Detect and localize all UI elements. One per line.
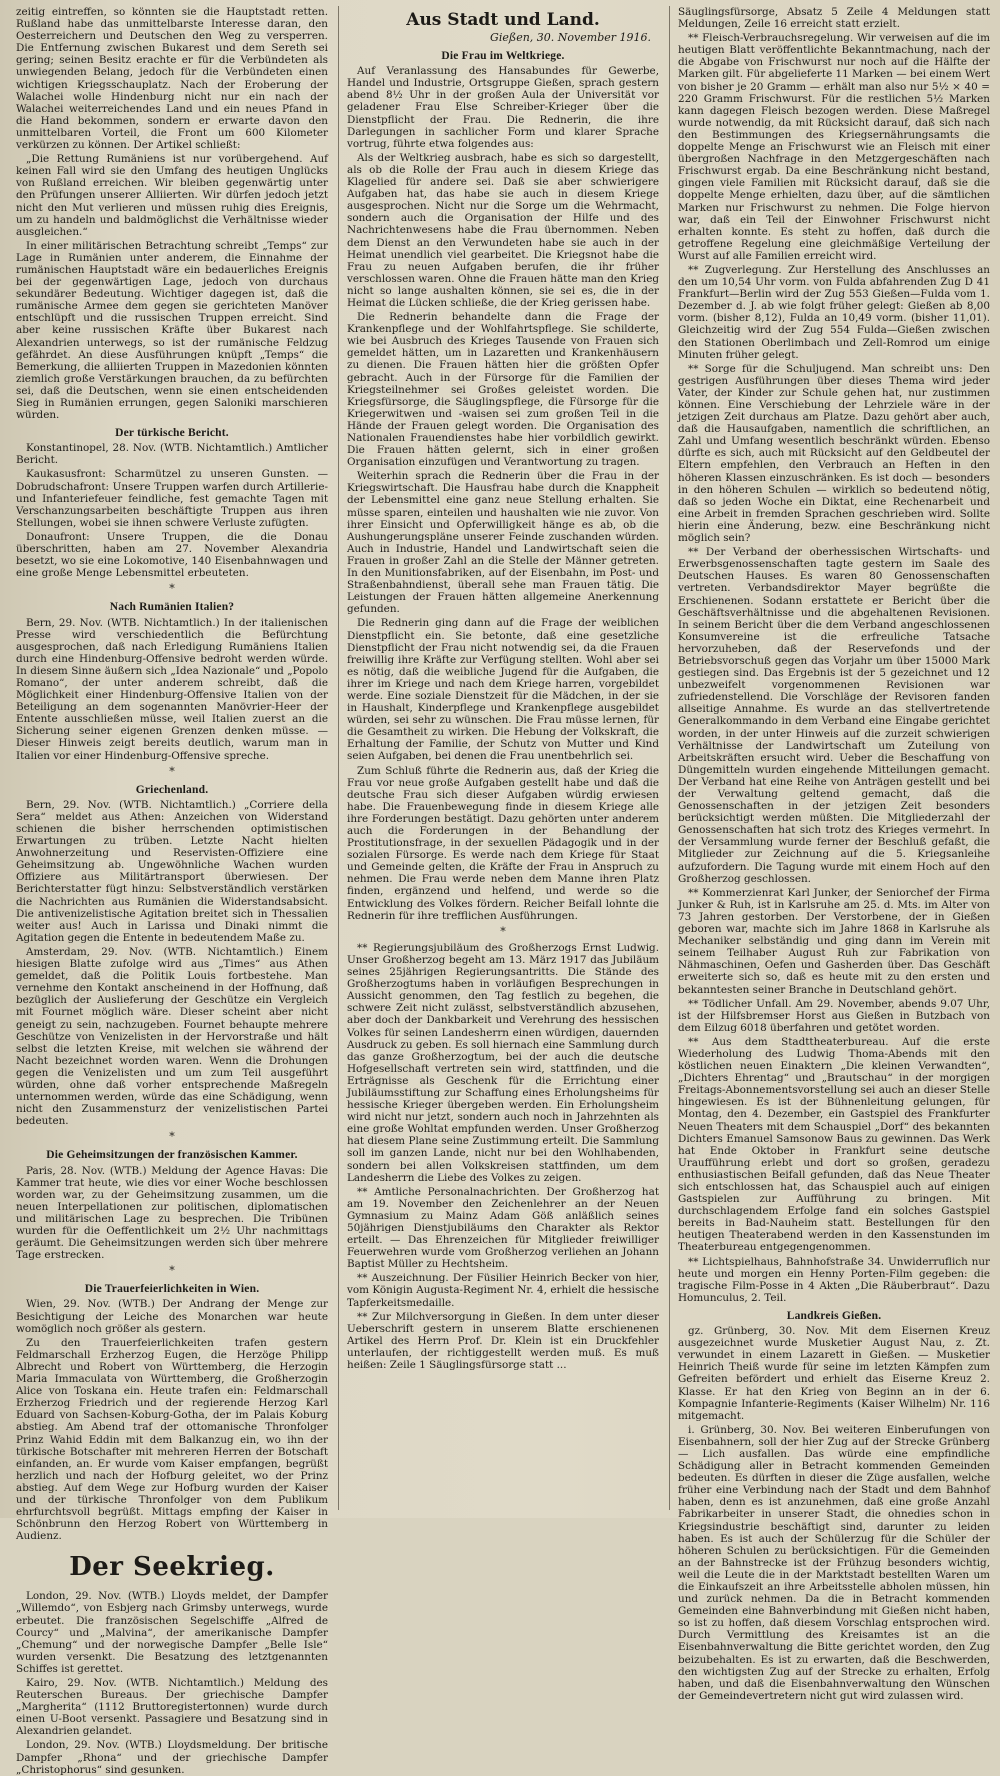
- column-right: [669, 6, 991, 1702]
- article-paragraph: ** Fleisch-Verbrauchsregelung. Wir verweisen auf die im heutigen Blatt veröffentlichte Bekanntmachung, nach der die Abgabe von Frischwurst nur noch auf die Hälfte der Marken gilt. Für abgelieferte 11 Marken — bei einem Wert von bisher je 20 Gramm — erhält man also nur 5½ × 40 = 220 Gramm Frischwurst. Für die restlichen 5½ Marken kann dagegen Fleisch bezogen werden. Diese Maßregel wurde notwendig, da mit Rücksicht darauf, daß sich nach den Bestimmungen des Kriegsernährungsamts die doppelte Menge an Frischwurst wie an Fleisch mit einer übergroßen Nachfrage in den Metzgergeschäften nach Frischwurst ergab. Da eine Beschränkung nicht bestand, gingen viele Familien mit Rücksicht darauf, daß sie die doppelte Menge erhielten, dazu über, auf die sämtlichen Marken nur Frischwurst zu nehmen. Die Folge hiervon war, daß ein Teil der Einwohner Frischwurst nicht erhalten konnte. Es steht zu hoffen, daß durch die getroffene Regelung eine gleichmäßige Verteilung der Wurst auf alle Familien erreicht wird.: [678, 32, 991, 262]
- section-heading: Nach Rumänien Italien?: [109, 601, 235, 614]
- article-paragraph: Konstantinopel, 28. Nov. (WTB. Nichtamtlich.) Amtlicher Bericht.: [16, 442, 328, 467]
- article-paragraph: Bern, 29. Nov. (WTB. Nichtamtlich.) In der italienischen Presse wird verschiedentlich die Befürchtung ausgesprochen, daß nach Erledigung Rumäniens Italien durch eine Hindenburg-Offensive bedroht werden würde. In diesem Sinne äußern sich „Idea Nazionale“ und „Popolo Romano“, der unter anderem schreibt, daß die Möglichkeit einer Hindenburg-Offensive Italien von der Beteiligung an dem sogenannten Manövrier-Heer der Entente ausschließen müsse, weil Italien zuerst an die Sicherung seiner eigenen Grenzen denken müsse. — Dieser Hinweis zeigt bereits deutlich, warum man in Italien vor einer Hindenburg-Offensive spreche.: [16, 616, 328, 762]
- dateline: Gießen, 30. November 1916.: [490, 31, 651, 44]
- article-paragraph: Donaufront: Unsere Truppen, die die Donau überschritten, haben am 27. November Alexandria besetzt, wo sie eine Lokomotive, 140 Eisenbahnwagen und eine große Menge Lebensmittel erbeuteten.: [16, 530, 328, 580]
- article-paragraph: Wien, 29. Nov. (WTB.) Der Andrang der Menge zur Besichtigung der Leiche des Monarchen war heute womöglich noch größer als gestern.: [16, 1298, 328, 1335]
- separator-star: *: [169, 582, 175, 596]
- section-heading: Griechenland.: [135, 783, 209, 796]
- article-paragraph: Auf Veranlassung des Hansabundes für Gewerbe, Handel und Industrie, Ortsgruppe Gießen, sprach gestern abend 8½ Uhr in der großen Aula der Universität vor geladener Frau Else Schreiber-Krieger über die Dienstpflicht der Frau. Die Rednerin, die ihre Darlegungen in sachlicher Form und klarer Sprache vortrug, führte etwa folgendes aus:: [347, 65, 659, 150]
- article-paragraph: Amsterdam, 29. Nov. (WTB. Nichtamtlich.) Einem hiesigen Blatte zufolge wird aus „Times“ aus Athen gemeldet, daß die Politik Louis fortbestehe. Man vernehme den Kontakt anscheinend in der Hoffnung, daß bezüglich der Auslieferung der Geschütze ein Vergleich mit Fournet möglich wäre. Dieser scheint aber nicht geneigt zu sein, nachzugeben. Fournet behaupte mehrere Geschütze von Venizelisten in der Hervorstraße und hält selbst die letzten Kreise, mit welchen sie während der Nacht bezeichnet worden waren. Wenn die Drohungen gegen die Venizelisten und um zum Teil ausgeführt würden, ohne daß vorher entsprechende Maßregeln unternommen werden, würde das eine Schädigung, wenn nicht den Zusammensturz der venizelistischen Partei bedeuten.: [16, 945, 328, 1128]
- article-paragraph: ** Auszeichnung. Der Füsilier Heinrich Becker von hier, vom Königin Augusta-Regiment Nr. 4, erhielt die hessische Tapferkeitsmedaille.: [347, 1272, 659, 1309]
- column-left: [16, 6, 328, 1776]
- article-paragraph: ** Zugverlegung. Zur Herstellung des Anschlusses an den um 10,54 Uhr vorm. von Fulda abfahrenden Zug D 41 Frankfurt—Berlin wird der Zug 553 Gießen—Fulda vom 1. Dezember d. J. ab wie folgt früher gelegt: Gießen ab 8,00 vorm. (bisher 8,12), Fulda an 10,49 vorm. (bisher 11,01). Gleichzeitig wird der Zug 554 Fulda—Gießen zwischen den Stationen Oberlimbach und Zell-Romrod um einige Minuten früher gelegt.: [678, 263, 990, 361]
- article-paragraph: ** Regierungsjubiläum des Großherzogs Ernst Ludwig. Unser Großherzog begeht am 13. März 1917 das Jubiläum seines 25jährigen Regierungsantritts. Die Stände des Großherzogtums haben in vorläufigen Besprechungen in Aussicht genommen, den Tag festlich zu begehen, die schwere Zeit nicht zulässt, selbstverständlich abzusehen, aber doch der Dankbarkeit und Verehrung des hessischen Volkes für seinen Landesherrn einen würdigen, dauernden Ausdruck zu geben. Es soll hiernach eine Sammlung durch das ganze Großherzogtum, bei der auch die deutsche Hofgesellschaft vertreten sein wird, stattfinden, und die Erträgnisse als Geschenk für die Errichtung einer Jubiläumsstiftung zur Schaffung eines Erholungsheims für hessische Krieger übergeben werden. Ein Erholungsheim wird nicht nur jetzt, sondern auch noch in Jahrzehnten als eine große Wohltat empfunden werden. Unser Großherzog hat diesem Plane seine Zustimmung erteilt. Die Sammlung soll im ganzen Lande, nicht nur bei den Wohlhabenden, sondern bei allen Volkskreisen stattfinden, um dem Landesherrn die Liebe des Volkes zu zeigen.: [347, 941, 659, 1184]
- article-paragraph: Die Rednerin ging dann auf die Frage der weiblichen Dienstpflicht ein. Sie betonte, daß eine gesetzliche Dienstpflicht der Frau nicht notwendig sei, da die Frauen freiwillig ihre Kräfte zur Verfügung stellten. Wohl aber sei es nötig, daß die weibliche Jugend für die Aufgaben, die ihrer im Kriege und nach dem Kriege harren, vorgebildet werde. Eine soziale Dienstzeit für die Mädchen, in der sie in Haushalt, Kinderpflege und Krankenpflege ausgebildet würden, sei sehr zu wünschen. Die Frau müsse lernen, für die Gesamtheit zu wirken. Die Hebung der Volkskraft, die Erhaltung der Familie, der Schutz von Mutter und Kind seien Aufgaben, bei denen die Frau unentbehrlich sei.: [347, 617, 659, 763]
- section-heading: Der türkische Bericht.: [115, 427, 229, 440]
- section-heading: Die Geheimsitzungen der französischen Kammer.: [46, 1149, 298, 1162]
- article-paragraph: gz. Grünberg, 30. Nov. Mit dem Eisernen Kreuz ausgezeichnet wurde Musketier August Nau, z. Zt. verwundet in einem Lazarett in Gießen. — Musketier Heinrich Theiß wurde für seine im letzten Kämpfen zum Gefreiten befördert und erhielt das Eiserne Kreuz 2. Klasse. Er hat den Krieg von Beginn an in der 6. Kompagnie Infanterie-Regiments (Kaiser Wilhelm) Nr. 116 mitgemacht.: [678, 1325, 990, 1422]
- article-paragraph: ** Aus dem Stadttheaterbureau. Auf die erste Wiederholung des Ludwig Thoma-Abends mit den köstlichen neuen Einaktern „Die kleinen Verwandten“, „Dichters Ehrentag“ und „Brautschau“ in der morgigen Freitags-Abonnementsvorstellung sei auch an dieser Stelle hingewiesen. Es ist der Bühnenleitung gelungen, für Montag, den 4. Dezember, ein Gastspiel des Frankfurter Neuen Theaters mit dem Schauspiel „Dorf“ des bekannten Dichters Emanuel Samsonow Baus zu gewinnen. Das Werk hat Ende Oktober in Frankfurt seine deutsche Uraufführung erlebt und dort so großen, geradezu enthusiastischen Beifall gefunden, daß das Neue Theater sich entschlossen hat, das Schauspiel auch auf einigen Gastspielen zur Aufführung zu bringen. Mit durchschlagendem Erfolge fand ein solches Gastspiel bereits in Bad-Nauheim statt. Bestellungen für den heutigen Theaterabend werden in den Kassenstunden im Theaterbureau entgegengenommen.: [678, 1035, 990, 1254]
- section-heading: Landkreis Gießen.: [786, 1309, 882, 1322]
- separator-star: *: [169, 1130, 175, 1144]
- article-paragraph: Kaukasusfront: Scharmützel zu unseren Gunsten. — Dobrudschafront: Unsere Truppen warfen durch Artillerie- und Infanteriefeuer feindliche, fest gemachte Tagen mit Verschanzungsarbeiten beschäftigte Truppen aus ihren Stellungen, wobei sie ihnen schwere Verluste zufügten.: [16, 468, 328, 529]
- article-paragraph: ** Lichtspielhaus, Bahnhofstraße 34. Unwiderruflich nur heute und morgen ein Henny Porten-Film gegeben: die tragische Film-Posse in 4 Akten „Die Räuberbraut“. Dazu Homunculus, 2. Teil.: [678, 1255, 990, 1304]
- article-paragraph: Paris, 28. Nov. (WTB.) Meldung der Agence Havas: Die Kammer trat heute, wie dies vor einer Woche beschlossen worden war, zu der Geheimsitzung zusammen, um die neuen Interpellationen zur politischen, diplomatischen und militärischen Lage zu besprechen. Die Tribünen wurden für die Oeffentlichkeit um 2½ Uhr nachmittags geräumt. Die Geheimsitzungen werden sich über mehrere Tage erstrecken.: [16, 1164, 328, 1262]
- article-paragraph: Kairo, 29. Nov. (WTB. Nichtamtlich.) Meldung des Reuterschen Bureaus. Der griechische Dampfer „Margherita“ (1112 Bruttoregistertonnen) wurde durch einen U-Boot versenkt. Passagiere und Besatzung sind in Alexandrien gelandet.: [16, 1677, 328, 1738]
- major-heading: Der Seekrieg.: [69, 1552, 275, 1583]
- article-paragraph: ** Tödlicher Unfall. Am 29. November, abends 9.07 Uhr, ist der Hilfsbremser Horst aus Gießen in Butzbach von dem Eilzug 6018 überfahren und getötet worden.: [678, 997, 990, 1034]
- separator-star: *: [169, 1264, 175, 1278]
- article-paragraph: ** Zur Milchversorgung in Gießen. In dem unter dieser Ueberschrift gestern in unserem Blatte erschienenen Artikel des Herrn Prof. Dr. Klein ist ein Druckfehler unterlaufen, der richtiggestellt werden muß. Es muß heißen: Zeile 1 Säuglingsfürsorge statt ...: [347, 1310, 659, 1372]
- separator-star: *: [169, 764, 175, 778]
- article-paragraph: Weiterhin sprach die Rednerin über die Frau in der Kriegswirtschaft. Die Hausfrau habe durch die Knappheit der Lebensmittel eine ganz neue Stellung erhalten. Sie müsse sparen, einteilen und haushalten wie nie zuvor. Von ihrer Einsicht und Opferwilligkeit hänge es ab, ob die Aushungerungspläne unserer Feinde zuschanden würden. Auch in Industrie, Handel und Landwirtschaft seien die Frauen in großer Zahl an die Stelle der Männer getreten. In den Munitionsfabriken, auf der Eisenbahn, im Post- und Straßenbahndienst, überall sehe man Frauen tätig. Die Leistungen der Frauen hätten allgemeine Anerkennung gefunden.: [347, 470, 659, 616]
- section-masthead: Aus Stadt und Land.: [406, 10, 600, 30]
- article-paragraph: i. Grünberg, 30. Nov. Bei weiteren Einberufungen von Eisenbahnern, soll der hier Zug auf der Strecke Grünberg — Lich ausfallen. Das würde eine empfindliche Schädigung aller in Betracht kommenden Gemeinden bedeuten. Es dürften in dieser die Züge ausfallen, welche früher eine Verbindung nach der Stadt und dem Bahnhof haben, denn es ist anzunehmen, daß eine große Anzahl Fabrikarbeiter in unserer Stadt, die ohnedies schon in Kriegsindustrie beschäftigt sind, darunter zu leiden haben. Es ist auch der Schülerzug für die Schüler der höheren Schulen zu berücksichtigen. Für die Gemeinden an der Bahnstrecke ist der Frühzug besonders wichtig, weil die Leute die in der Marktstadt bestellten Waren um die Einkaufszeit an ihre Arbeitsstelle abholen müssen, hin und zurück nehmen. Da die in Betracht kommenden Gemeinden eine Bahnverbindung mit Gießen nicht haben, so ist zu hoffen, daß diesem Vorschlag entsprochen wird. Durch Vermittlung des Kreisamtes ist an die Eisenbahnverwaltung die Bitte gerichtet worden, den Zug beizubehalten. Es ist zu erwarten, daß die Beschwerden, den wichtigsten Zug auf der Strecke zu erhalten, Erfolg haben, und daß die Eisenbahnverwaltung den Wünschen der Gemeindevertretern nicht gut wird zulassen wird.: [678, 1423, 990, 1702]
- section-heading: Die Frau im Weltkriege.: [441, 50, 565, 63]
- article-paragraph: zeitig eintreffen, so könnten sie die Hauptstadt retten. Rußland habe das unmittelbarste Interesse daran, den Oesterreichern und Deutschen den Weg zu versperren. Die Entfernung zwischen Bukarest und dem Sereth sei gering; seinen Besitz erachte er für die Verbündeten als unwiegenden Belang, jedoch für die Verbündeten einen wichtigen Kriegsschauplatz. Nach der Eroberung der Walachei wolle Hindenburg nicht nur ein nach der Walachei weiterreichendes Land und ein neues Pfand in die Hand bekommen, sondern er erwarte davon den unmittelbaren Vorteil, die Front um 600 Kilometer verkürzen zu können. Der Artikel schließt:: [16, 6, 328, 152]
- article-paragraph: „Die Rettung Rumäniens ist nur vorübergehend. Auf keinen Fall wird sie den Umfang des heutigen Unglücks von Rußland erreichen. Wir bleiben gegenwärtig unter den Prüfungen unserer Alliierten. Wir dürfen jedoch jetzt nicht den Mut verlieren und müssen ruhig dies Ereignis, um zu handeln und baldmöglichst die Verhältnisse wieder ausgleichen.“: [16, 153, 328, 238]
- article-paragraph: Zum Schluß führte die Rednerin aus, daß der Krieg die Frau vor neue große Aufgaben gestellt habe und daß die deutsche Frau sich dieser Aufgaben würdig erwiesen habe. Die Frauenbewegung finde in diesem Kriege alle ihre Forderungen bestätigt. Dazu gehörten unter anderem auch die Forderungen in der Behandlung der Prostitutionsfrage, in der sexuellen Pädagogik und in der sozialen Fürsorge. Es werde nach dem Kriege für Staat und Gemeinde gelten, die Kräfte der Frau in Anspruch zu nehmen. Die Frau werde neben dem Manne ihren Platz finden, ergänzend und helfend, und werde so die Entwicklung des Volkes fördern. Reicher Beifall lohnte die Rednerin für ihre trefflichen Ausführungen.: [347, 764, 659, 922]
- article-paragraph: In einer militärischen Betrachtung schreibt „Temps“ zur Lage in Rumänien unter anderem, die Einnahme der rumänischen Hauptstadt wäre ein bedauerliches Ereignis bei der gegenwärtigen Lage, jedoch von durchaus sekundärer Bedeutung. Wichtiger dagegen ist, daß die rumänische Armee dem gegen sie gerichteten Manöver entschlüpft und die russischen Truppen erreicht. Sind aber keine russischen Kräfte über Bukarest nach Alexandrien unterwegs, so ist der rumänische Feldzug gefährdet. An diese Ausführungen knüpft „Temps“ die Bemerkung, die alliierten Truppen in Mazedonien könnten ziemlich große Verstärkungen brauchen, da zu befürchten sei, daß die Deutschen, wenn sie einen entscheidenden Sieg in Rumänien errungen, gegen Saloniki marschieren würden.: [16, 239, 328, 422]
- separator-star: *: [500, 924, 506, 938]
- article-paragraph: London, 29. Nov. (WTB.) Lloydsmeldung. Der britische Dampfer „Rhona“ und der griechische Dampfer „Christophorus“ sind gesunken.: [16, 1739, 328, 1776]
- article-paragraph: Säuglingsfürsorge, Absatz 5 Zeile 4 Meldungen statt Meldungen, Zeile 16 erreicht statt erzielt.: [678, 6, 990, 31]
- article-paragraph: ** Kommerzienrat Karl Junker, der Seniorchef der Firma Junker & Ruh, ist in Karlsruhe am 25. d. Mts. im Alter von 73 Jahren gestorben. Der Verstorbene, der in Gießen geboren war, machte sich im Jahre 1868 in Karlsruhe als Mechaniker selbständig und ging dann im Verein mit seinem Teilhaber August Ruh zur Fabrikation von Nähmaschinen, Oefen und Gasherden über. Das Geschäft erweiterte sich so, daß es heute mit zu den ersten und bekanntesten seiner Branche in Deutschland gehört.: [678, 886, 990, 996]
- article-paragraph: Zu den Trauerfeierlichkeiten trafen gestern Feldmarschall Erzherzog Eugen, die Herzöge Philipp Albrecht und Robert von Württemberg, die Herzogin Maria Immaculata von Württemberg, die Großherzogin Alice von Toskana ein. Heute trafen ein: Feldmarschall Erzherzog Friedrich und der regierende Herzog Karl Eduard von Sachsen-Koburg-Gotha, der im Palais Koburg abstieg. Am Abend traf der ottomanische Thronfolger Prinz Wahid Eddin mit dem Balkanzug ein, wo ihn der türkische Botschafter mit mehreren Herren der Botschaft einfanden, an. Er wurde vom Kaiser empfangen, begrüßt herzlich und nach der Hofburg geleitet, wo der Prinz abstieg. Auf dem Wege zur Hofburg wurden der Kaiser und der türkische Thronfolger von dem Publikum ehrfurchtsvoll begrüßt. Mittags empfing der Kaiser in Schönbrunn den Herzog Robert von Württemberg in Audienz.: [16, 1336, 328, 1543]
- column-middle: [338, 6, 659, 1510]
- article-paragraph: ** Der Verband der oberhessischen Wirtschafts- und Erwerbsgenossenschaften tagte gestern im Saale des Deutschen Hauses. Es waren 80 Genossenschaften vertreten. Verbandsdirektor Mayer begrüßte die Erschienenen. Sodann erstattete er Bericht über die Geschäftsverhältnisse und die abgehaltenen Revisionen. In seinem Bericht über die dem Verband angeschlossenen Konsumvereine ist die erfreuliche Tatsache hervorzuheben, daß der Reservefonds und der Betriebsvorschuß gegen das Vorjahr um über 15000 Mark gestiegen sind. Das Ergebnis ist der 5 gezeichnet und 12 unbezweifelt vorgenommenen Revisionen war zufriedenstellend. Die Vorschläge der Revisoren fanden allseitige Annahme. Es wurde an das stellvertretende Generalkommando in dem Verband eine Eingabe gerichtet worden, in der unter Hinweis auf die zurzeit schwierigen Verhältnisse der Landwirtschaft um Zuteilung von Arbeitskräften ersucht wird. Ueber die Beschaffung von Düngemitteln wurden eingehende Mitteilungen gemacht. Der Verband hat eine Reihe von Anträgen gestellt und bei der Verwaltung geltend gemacht, daß die Genossenschaften in der jetzigen Zeit besonders berücksichtigt werden müßten. Die Mitgliederzahl der Genossenschaften hat sich trotz des Krieges vermehrt. In der Versammlung wurde ferner der Beschluß gefaßt, die Mitglieder zur Zeichnung auf die 5. Kriegsanleihe aufzufordern. Die Tagung wurde mit einem Hoch auf den Großherzog geschlossen.: [678, 546, 990, 885]
- article-paragraph: Die Rednerin behandelte dann die Frage der Krankenpflege und der Wohlfahrtspflege. Sie schilderte, wie bei Ausbruch des Krieges Tausende von Frauen sich gemeldet hätten, um in Lazaretten und Krankenhäusern zu dienen. Die Frauen hätten hier die größten Opfer gebracht. Auch in der Fürsorge für die Familien der Kriegsteilnehmer sei Großes geleistet worden. Die Kriegsfürsorge, die Säuglingspflege, die Fürsorge für die Kriegerwitwen und -waisen sei zum großen Teil in die Hände der Frauen gelegt worden. Die Organisation des Nationalen Frauendienstes habe hier vorbildlich gewirkt. Die Frauen hätten gelernt, sich in einer großen Organisation einzufügen und Verantwortung zu tragen.: [347, 311, 659, 469]
- article-paragraph: Als der Weltkrieg ausbrach, habe es sich so dargestellt, als ob die Rolle der Frau auch in diesem Kriege das Klagelied für andere sei. Daß sie aber schwierigere Aufgaben hat, das habe sie auch in diesem Kriege ausgesprochen. Nicht nur die Sorge um die Wehrmacht, sondern auch die Organisation der Hilfe und des Nachrichtenwesens habe die Frau übernommen. Neben dem Dienst an den Verwundeten habe sie auch in der Heimat unendlich viel gearbeitet. Die Kriegsnot habe die Frau zu neuen Aufgaben berufen, die ihr früher verschlossen waren. Ohne die Frauen hätte man den Krieg nicht so lange aushalten können, sie sei es, die in der Heimat die Lücken schließe, die der Krieg gerissen habe.: [347, 151, 659, 309]
- article-paragraph: London, 29. Nov. (WTB.) Lloyds meldet, der Dampfer „Willemdo“, von Esbjerg nach Grimsby unterwegs, wurde erbeutet. Die französischen Segelschiffe „Alfred de Courcy“ und „Malvina“, der amerikanische Dampfer „Chemung“ und der norwegische Dampfer „Belle Isle“ wurden versenkt. Die Besatzung des letztgenannten Schiffes ist gerettet.: [16, 1590, 328, 1675]
- section-heading: Die Trauerfeierlichkeiten in Wien.: [84, 1283, 260, 1296]
- article-paragraph: ** Amtliche Personalnachrichten. Der Großherzog hat am 19. November den Zeichenlehrer an der Neuen Gymnasium zu Mainz Adam Göß anläßlich seines 50jährigen Dienstjubiläums den Charakter als Rektor erteilt. — Das Ehrenzeichen für Mitglieder freiwilliger Feuerwehren wurde vom Großherzog verliehen an Johann Baptist Müller zu Hechtsheim.: [347, 1185, 659, 1271]
- article-paragraph: ** Sorge für die Schuljugend. Man schreibt uns: Den gestrigen Ausführungen über dieses Thema wird jeder Vater, der Kinder zur Schule gehen hat, nur zustimmen können. Eine Verschiebung der Lehrziele wäre in der jetzigen Zeit durchaus am Platze. Dazu gehört aber auch, daß die Hausaufgaben, namentlich die schriftlichen, an Zahl und Umfang wesentlich beschränkt würden. Ebenso dürfte es sich, auch mit Rücksicht auf den Geldbeutel der Eltern empfehlen, den Verbrauch an Heften in den höheren Klassen einzuschränken. Es ist doch — besonders in den höheren Schulen — wirklich so bedeutend nötig, daß so jeden Woche ein Diktat, eine Rechenarbeit und eine Arbeit in fremden Sprachen geschrieben wird. Sollte hierin eine Änderung, bezw. eine Beschränkung nicht möglich sein?: [678, 362, 990, 545]
- article-paragraph: Bern, 29. Nov. (WTB. Nichtamtlich.) „Corriere della Sera“ meldet aus Athen: Anzeichen von Widerstand schienen die bisher herrschenden optimistischen Erwartungen zu trüben. Letzte Nacht hielten Anwohnerzeitung und Reservisten-Offiziere eine Geheimsitzung ab. Ungewöhnliche Wachen wurden Offiziere aus Militärtransport überwiesen. Der Berichterstatter fügt hinzu: Selbstverständlich verstärken die Nachrichten aus Rumänien die Widerstandsabsicht. Die antivenizelistische Agitation breitet sich in Thessalien weiter aus! Auch in Larissa und Dinaki nimmt die Agitation gegen die Entente in bedeutendem Maße zu.: [16, 798, 328, 944]
